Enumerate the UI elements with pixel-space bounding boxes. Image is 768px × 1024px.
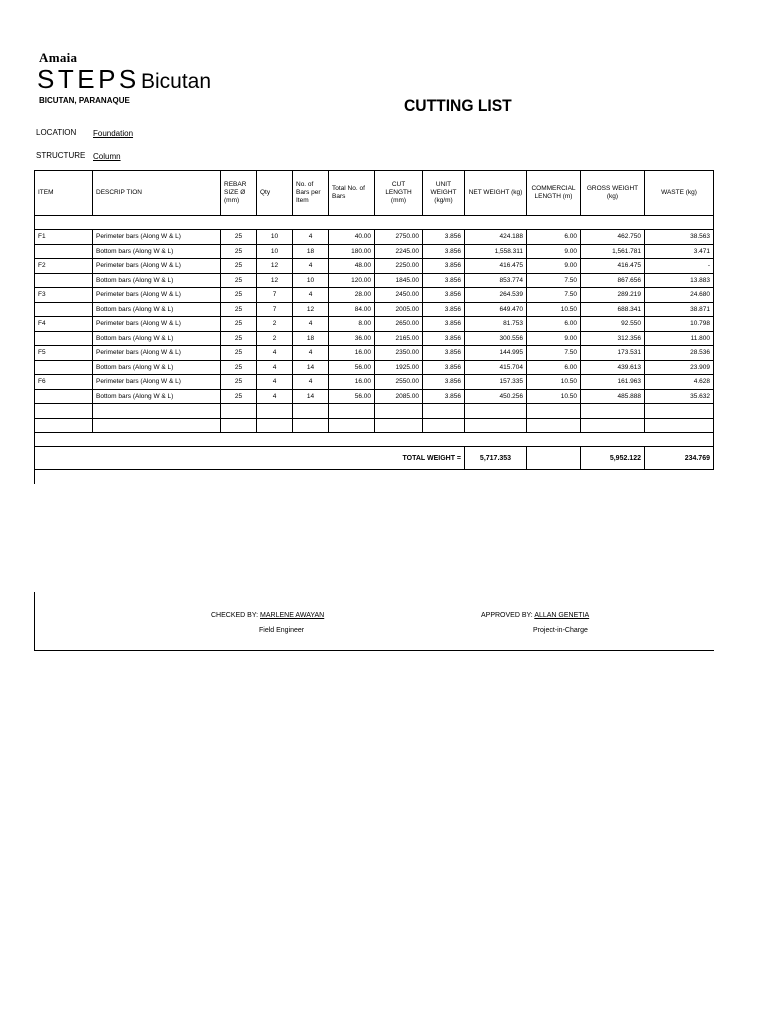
cell-rebar-size: 25 (221, 230, 257, 245)
cell-cut-length: 2165.00 (375, 331, 423, 346)
cell-total-bars: 56.00 (329, 389, 375, 404)
approved-by-role: Project-in-Charge (533, 627, 588, 634)
cell-description: Bottom bars (Along W & L) (93, 244, 221, 259)
cell-total-bars: 120.00 (329, 273, 375, 288)
cell-description: Bottom bars (Along W & L) (93, 389, 221, 404)
cell-net-weight: 157.335 (465, 375, 527, 390)
cell-gross-weight: 1,561.781 (581, 244, 645, 259)
cell-bars-per-item: 4 (293, 259, 329, 274)
cell-item: F3 (35, 288, 93, 303)
signature-block (34, 592, 714, 651)
cell-description: Bottom bars (Along W & L) (93, 273, 221, 288)
cell-commercial-length: 9.00 (527, 259, 581, 274)
cell-bars-per-item: 14 (293, 360, 329, 375)
table-edge-line (34, 470, 35, 484)
cell-qty: 4 (257, 375, 293, 390)
cell-net-weight: 649.470 (465, 302, 527, 317)
total-net-weight: 5,717.353 (465, 447, 527, 470)
empty-cell (329, 404, 375, 419)
header-bars-per-item: No. of Bars per Item (293, 171, 329, 216)
cell-gross-weight: 312.356 (581, 331, 645, 346)
table-row (35, 375, 714, 390)
cell-cut-length: 2550.00 (375, 375, 423, 390)
cell-commercial-length: 9.00 (527, 331, 581, 346)
header-description: DESCRIP TION (93, 171, 221, 216)
cell-rebar-size: 25 (221, 317, 257, 332)
cell-item: F4 (35, 317, 93, 332)
empty-cell (465, 404, 527, 419)
cell-commercial-length: 9.00 (527, 244, 581, 259)
cell-item (35, 389, 93, 404)
cell-waste: 23.909 (645, 360, 714, 375)
cell-commercial-length: 10.50 (527, 302, 581, 317)
header-unit-weight: UNIT WEIGHT (kg/m) (423, 171, 465, 216)
empty-cell (423, 404, 465, 419)
cell-total-bars: 180.00 (329, 244, 375, 259)
cell-total-bars: 16.00 (329, 375, 375, 390)
empty-cell (527, 404, 581, 419)
table-header-row (35, 171, 714, 216)
table-row (35, 244, 714, 259)
cell-total-bars: 56.00 (329, 360, 375, 375)
table-row (35, 259, 714, 274)
cell-unit-weight: 3.856 (423, 389, 465, 404)
cell-net-weight: 450.256 (465, 389, 527, 404)
location-value: Foundation (93, 129, 134, 138)
cell-gross-weight: 439.613 (581, 360, 645, 375)
checked-by-role: Field Engineer (259, 627, 305, 634)
cell-bars-per-item: 18 (293, 331, 329, 346)
checked-by-label: CHECKED BY: (211, 612, 259, 619)
header-qty: Qty (257, 171, 293, 216)
cell-rebar-size: 25 (221, 273, 257, 288)
cell-commercial-length: 6.00 (527, 317, 581, 332)
cell-cut-length: 2005.00 (375, 302, 423, 317)
empty-cell (375, 404, 423, 419)
empty-cell (93, 418, 221, 433)
header-gross-weight: GROSS WEIGHT (kg) (581, 171, 645, 216)
cell-gross-weight: 92.550 (581, 317, 645, 332)
cell-qty: 4 (257, 389, 293, 404)
cell-description: Bottom bars (Along W & L) (93, 331, 221, 346)
empty-cell (257, 418, 293, 433)
cell-net-weight: 144.995 (465, 346, 527, 361)
cell-bars-per-item: 4 (293, 375, 329, 390)
cell-commercial-length: 6.00 (527, 360, 581, 375)
cell-cut-length: 2650.00 (375, 317, 423, 332)
cell-description: Perimeter bars (Along W & L) (93, 288, 221, 303)
header-item: ITEM (35, 171, 93, 216)
cell-cut-length: 2450.00 (375, 288, 423, 303)
cell-qty: 12 (257, 273, 293, 288)
header-total-bars: Total No. of Bars (329, 171, 375, 216)
empty-cell (465, 418, 527, 433)
cell-unit-weight: 3.856 (423, 288, 465, 303)
total-row (35, 447, 714, 470)
cell-description: Perimeter bars (Along W & L) (93, 346, 221, 361)
empty-cell (527, 418, 581, 433)
cell-bars-per-item: 10 (293, 273, 329, 288)
cell-waste: - (645, 259, 714, 274)
cell-description: Bottom bars (Along W & L) (93, 360, 221, 375)
empty-cell (645, 404, 714, 419)
cell-net-weight: 264.539 (465, 288, 527, 303)
cell-gross-weight: 161.963 (581, 375, 645, 390)
empty-cell (375, 418, 423, 433)
cell-gross-weight: 173.531 (581, 346, 645, 361)
cell-commercial-length: 10.50 (527, 375, 581, 390)
cell-rebar-size: 25 (221, 346, 257, 361)
cell-commercial-length: 10.50 (527, 389, 581, 404)
table-row (35, 317, 714, 332)
logo-brand: Amaia (39, 50, 78, 65)
cell-net-weight: 424.188 (465, 230, 527, 245)
cell-item (35, 273, 93, 288)
cell-unit-weight: 3.856 (423, 375, 465, 390)
cell-gross-weight: 485.888 (581, 389, 645, 404)
cell-unit-weight: 3.856 (423, 360, 465, 375)
header-waste: WASTE (kg) (645, 171, 714, 216)
cell-bars-per-item: 4 (293, 346, 329, 361)
cell-cut-length: 2245.00 (375, 244, 423, 259)
total-label: TOTAL WEIGHT = (35, 447, 465, 470)
empty-row (35, 404, 714, 419)
approved-by-line (481, 612, 589, 619)
table-row (35, 288, 714, 303)
structure-value: Column (93, 152, 121, 161)
empty-cell (221, 418, 257, 433)
cell-gross-weight: 289.219 (581, 288, 645, 303)
total-gross-weight: 5,952.122 (581, 447, 645, 470)
header-commercial-length: COMMERCIAL LENGTH (m) (527, 171, 581, 216)
cell-rebar-size: 25 (221, 331, 257, 346)
cell-rebar-size: 25 (221, 244, 257, 259)
cell-item: F6 (35, 375, 93, 390)
approved-by-name: ALLAN GENETIA (534, 612, 590, 619)
cell-qty: 2 (257, 317, 293, 332)
cell-cut-length: 2085.00 (375, 389, 423, 404)
approved-by-label: APPROVED BY: (481, 612, 533, 619)
cutting-list-table (34, 170, 714, 470)
cell-waste: 4.628 (645, 375, 714, 390)
cell-waste: 35.632 (645, 389, 714, 404)
cell-rebar-size: 25 (221, 288, 257, 303)
cell-unit-weight: 3.856 (423, 317, 465, 332)
empty-cell (93, 404, 221, 419)
table-row (35, 273, 714, 288)
cell-item: F5 (35, 346, 93, 361)
location-label: LOCATION (36, 128, 77, 137)
table-spacer-row (35, 216, 714, 230)
total-empty (527, 447, 581, 470)
cell-item: F1 (35, 230, 93, 245)
cell-commercial-length: 6.00 (527, 230, 581, 245)
cell-commercial-length: 7.50 (527, 288, 581, 303)
cell-gross-weight: 688.341 (581, 302, 645, 317)
cell-item (35, 331, 93, 346)
cell-bars-per-item: 12 (293, 302, 329, 317)
cell-waste: 13.883 (645, 273, 714, 288)
logo-place: Bicutan (141, 70, 212, 93)
cell-total-bars: 8.00 (329, 317, 375, 332)
header-rebar-size: REBAR SIZE Ø (mm) (221, 171, 257, 216)
empty-row (35, 418, 714, 433)
checked-by-name: MARLENE AWAYAN (260, 612, 325, 619)
cell-rebar-size: 25 (221, 375, 257, 390)
cell-net-weight: 416.475 (465, 259, 527, 274)
header-net-weight: NET WEIGHT (kg) (465, 171, 527, 216)
cell-waste: 38.871 (645, 302, 714, 317)
cell-description: Perimeter bars (Along W & L) (93, 259, 221, 274)
cell-gross-weight: 416.475 (581, 259, 645, 274)
cell-cut-length: 2350.00 (375, 346, 423, 361)
cell-rebar-size: 25 (221, 360, 257, 375)
cell-waste: 3.471 (645, 244, 714, 259)
page-title: CUTTING LIST (404, 96, 512, 115)
table-row (35, 389, 714, 404)
cell-waste: 10.798 (645, 317, 714, 332)
cell-waste: 28.536 (645, 346, 714, 361)
cell-waste: 11.800 (645, 331, 714, 346)
empty-cell (257, 404, 293, 419)
table-row (35, 230, 714, 245)
cell-cut-length: 2250.00 (375, 259, 423, 274)
cell-qty: 7 (257, 288, 293, 303)
table-row (35, 346, 714, 361)
checked-by-line (211, 612, 324, 619)
cell-cut-length: 2750.00 (375, 230, 423, 245)
cell-description: Perimeter bars (Along W & L) (93, 375, 221, 390)
cell-unit-weight: 3.856 (423, 331, 465, 346)
cell-qty: 2 (257, 331, 293, 346)
cell-unit-weight: 3.856 (423, 273, 465, 288)
cell-qty: 4 (257, 346, 293, 361)
cell-commercial-length: 7.50 (527, 273, 581, 288)
cell-waste: 38.563 (645, 230, 714, 245)
empty-cell (35, 418, 93, 433)
cell-item (35, 244, 93, 259)
cell-qty: 4 (257, 360, 293, 375)
empty-cell (645, 418, 714, 433)
cell-bars-per-item: 14 (293, 389, 329, 404)
cell-description: Perimeter bars (Along W & L) (93, 317, 221, 332)
cell-total-bars: 84.00 (329, 302, 375, 317)
cell-unit-weight: 3.856 (423, 259, 465, 274)
cell-item (35, 302, 93, 317)
cell-cut-length: 1925.00 (375, 360, 423, 375)
cell-gross-weight: 867.656 (581, 273, 645, 288)
cell-waste: 24.680 (645, 288, 714, 303)
cell-rebar-size: 25 (221, 259, 257, 274)
logo-name: STEPS (37, 64, 140, 94)
cell-rebar-size: 25 (221, 389, 257, 404)
cell-qty: 7 (257, 302, 293, 317)
cell-net-weight: 300.556 (465, 331, 527, 346)
cell-net-weight: 81.753 (465, 317, 527, 332)
empty-cell (221, 404, 257, 419)
cell-description: Bottom bars (Along W & L) (93, 302, 221, 317)
cell-commercial-length: 7.50 (527, 346, 581, 361)
total-waste: 234.769 (645, 447, 714, 470)
table-row (35, 331, 714, 346)
table-row (35, 302, 714, 317)
cell-net-weight: 1,558.311 (465, 244, 527, 259)
cell-gross-weight: 462.750 (581, 230, 645, 245)
cell-bars-per-item: 4 (293, 317, 329, 332)
cell-qty: 12 (257, 259, 293, 274)
cell-unit-weight: 3.856 (423, 244, 465, 259)
cell-unit-weight: 3.856 (423, 346, 465, 361)
cell-total-bars: 40.00 (329, 230, 375, 245)
empty-cell (581, 404, 645, 419)
cell-cut-length: 1845.00 (375, 273, 423, 288)
cell-description: Perimeter bars (Along W & L) (93, 230, 221, 245)
cell-qty: 10 (257, 244, 293, 259)
empty-cell (581, 418, 645, 433)
empty-cell (35, 404, 93, 419)
cell-rebar-size: 25 (221, 302, 257, 317)
cell-unit-weight: 3.856 (423, 302, 465, 317)
cell-bars-per-item: 18 (293, 244, 329, 259)
cell-total-bars: 48.00 (329, 259, 375, 274)
cell-qty: 10 (257, 230, 293, 245)
cell-item (35, 360, 93, 375)
cell-total-bars: 16.00 (329, 346, 375, 361)
cell-bars-per-item: 4 (293, 230, 329, 245)
cell-net-weight: 415.704 (465, 360, 527, 375)
cell-unit-weight: 3.856 (423, 230, 465, 245)
cell-net-weight: 853.774 (465, 273, 527, 288)
table-spacer-row (35, 433, 714, 447)
empty-cell (329, 418, 375, 433)
table-row (35, 360, 714, 375)
empty-cell (423, 418, 465, 433)
logo-subtitle: BICUTAN, PARANAQUE (39, 96, 130, 105)
empty-cell (293, 404, 329, 419)
empty-cell (293, 418, 329, 433)
cell-bars-per-item: 4 (293, 288, 329, 303)
cell-total-bars: 28.00 (329, 288, 375, 303)
structure-label: STRUCTURE (36, 151, 86, 160)
header-cut-length: CUT LENGTH (mm) (375, 171, 423, 216)
cell-item: F2 (35, 259, 93, 274)
cell-total-bars: 36.00 (329, 331, 375, 346)
